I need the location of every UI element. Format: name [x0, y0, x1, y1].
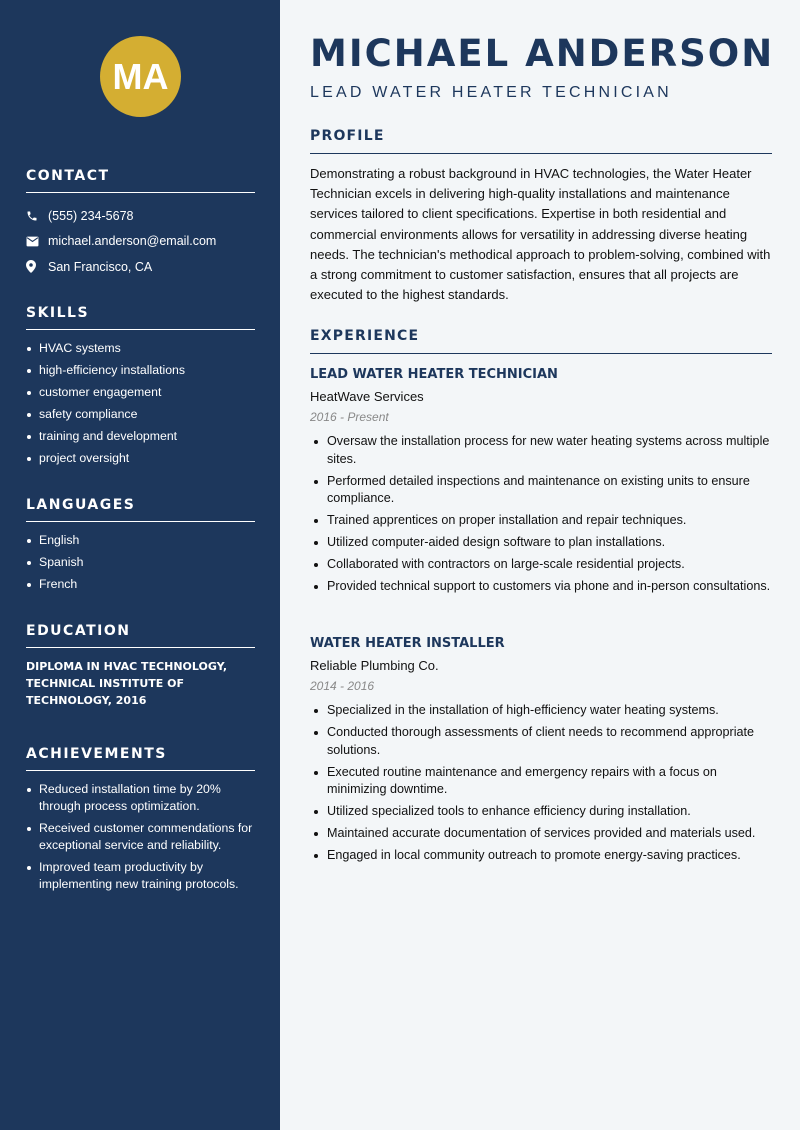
location-pin-icon — [26, 260, 48, 273]
job-bullet: Provided technical support to customers via phone and in-person consultations. — [310, 578, 772, 596]
mail-icon — [26, 236, 48, 247]
achievements-section — [26, 746, 255, 898]
job-bullet: Utilized specialized tools to enhance efficiency during installation. — [310, 803, 772, 821]
education-text: DIPLOMA IN HVAC TECHNOLOGY, TECHNICAL INSTITUTE OF TECHNOLOGY, 2016 — [26, 660, 227, 707]
languages-heading: LANGUAGES — [26, 497, 255, 522]
job-title: WATER HEATER INSTALLER — [310, 636, 505, 651]
skills-heading: SKILLS — [26, 305, 255, 330]
job-dates: 2016 - Present — [310, 410, 389, 424]
education-section — [26, 623, 255, 709]
phone-icon — [26, 210, 48, 222]
achievement-item: Reduced installation time by 20% through process optimization. — [26, 781, 255, 815]
profile-section — [310, 128, 772, 305]
job-bullet: Maintained accurate documentation of services provided and materials used. — [310, 825, 772, 843]
avatar: MA — [100, 36, 181, 117]
skills-list — [26, 340, 255, 467]
job-bullet: Engaged in local community outreach to promote energy-saving practices. — [310, 847, 772, 865]
job-bullet: Trained apprentices on proper installation and repair techniques. — [310, 512, 772, 530]
job-dates: 2014 - 2016 — [310, 679, 375, 693]
experience-heading: EXPERIENCE — [310, 328, 772, 354]
skill-item: safety compliance — [26, 406, 255, 423]
skills-section — [26, 305, 255, 472]
contact-list — [26, 203, 255, 280]
sidebar — [0, 0, 280, 1130]
job-bullet: Oversaw the installation process for new water heating systems across multiple sites. — [310, 433, 772, 468]
job-bullet: Specialized in the installation of high-efficiency water heating systems. — [310, 702, 772, 720]
job-bullet: Performed detailed inspections and maintenance on existing units to ensure compliance. — [310, 473, 772, 508]
job-bullet: Conducted thorough assessments of client needs to recommend appropriate solutions. — [310, 724, 772, 759]
achievement-item: Improved team productivity by implementing new training protocols. — [26, 859, 255, 893]
job-title: LEAD WATER HEATER TECHNICIAN — [310, 367, 558, 382]
job-entry — [310, 636, 772, 869]
job-bullets — [310, 433, 772, 596]
achievement-item: Received customer commendations for exceptional service and reliability. — [26, 820, 255, 854]
skill-item: project oversight — [26, 450, 255, 467]
language-item: Spanish — [26, 554, 255, 571]
education-heading: EDUCATION — [26, 623, 255, 648]
job-bullets — [310, 702, 772, 865]
job-bullet: Collaborated with contractors on large-scale residential projects. — [310, 556, 772, 574]
location-text: San Francisco, CA — [48, 259, 153, 274]
contact-section — [26, 168, 255, 280]
full-name: MICHAEL ANDERSON — [310, 32, 775, 75]
profile-text: Demonstrating a robust background in HVAC technologies, the Water Heater Technician excels in delivering high-quality installations and maintenance services tailored to client specifications. Expertise in both residential and commercial environments allows for versatility in addressing diverse heating needs. The technician's methodical approach to problem-solving, combined with a strong commitment to customer satisfaction, ensures that all projects are executed to the highest standards. — [310, 166, 771, 303]
company-name: Reliable Plumbing Co. — [310, 658, 439, 673]
achievements-list — [26, 781, 255, 893]
languages-list — [26, 532, 255, 593]
contact-location — [26, 254, 255, 280]
skill-item: HVAC systems — [26, 340, 255, 357]
company-name: HeatWave Services — [310, 389, 424, 404]
job-entry — [310, 367, 772, 600]
profile-heading: PROFILE — [310, 128, 772, 154]
achievements-heading: ACHIEVEMENTS — [26, 746, 255, 771]
language-item: English — [26, 532, 255, 549]
languages-section — [26, 497, 255, 598]
contact-phone — [26, 203, 255, 229]
skill-item: customer engagement — [26, 384, 255, 401]
email-text: michael.anderson@email.com — [48, 234, 217, 249]
contact-heading: CONTACT — [26, 168, 255, 193]
language-item: French — [26, 576, 255, 593]
contact-email — [26, 229, 255, 255]
job-role: LEAD WATER HEATER TECHNICIAN — [310, 84, 672, 101]
job-bullet: Executed routine maintenance and emergency repairs with a focus on minimizing downtime. — [310, 764, 772, 799]
experience-section — [310, 328, 772, 354]
job-bullet: Utilized computer-aided design software to plan installations. — [310, 534, 772, 552]
skill-item: training and development — [26, 428, 255, 445]
phone-text: (555) 234-5678 — [48, 208, 134, 223]
skill-item: high-efficiency installations — [26, 362, 255, 379]
